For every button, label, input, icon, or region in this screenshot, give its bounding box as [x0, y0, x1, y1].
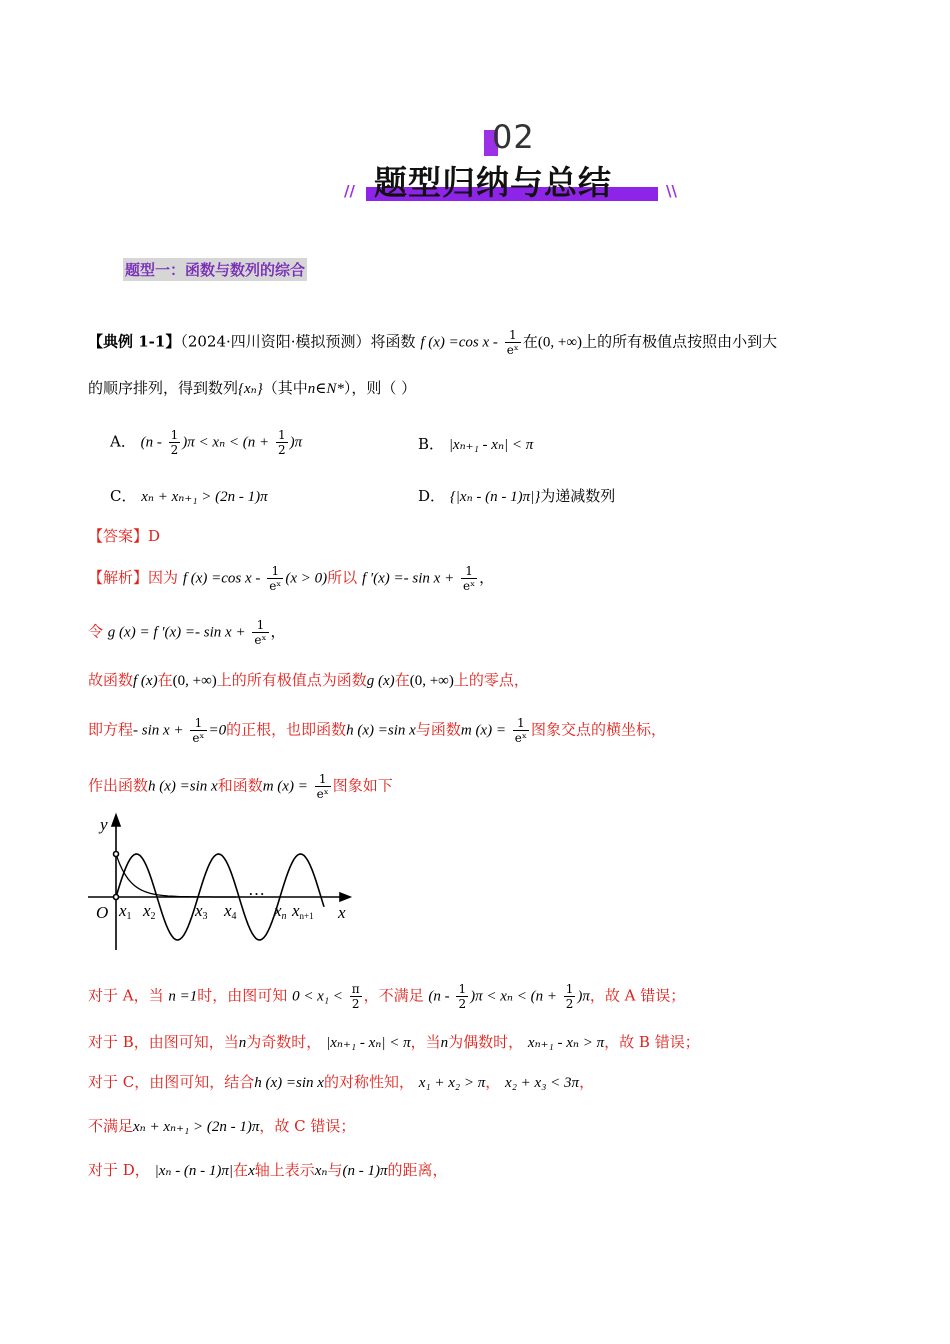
y-intercept-dot: [114, 852, 119, 857]
origin-dot: [114, 895, 119, 900]
chapter-number: [484, 118, 544, 156]
problem-label: 【典例 1-1】: [88, 332, 181, 351]
tick-label-xn: xn: [274, 901, 287, 922]
tick-label-xn1: xn+1: [292, 901, 314, 921]
option-b[interactable]: B． |xₙ₊₁ - xₙ| < π: [418, 435, 534, 453]
option-d[interactable]: D． {|xₙ - (n - 1)π|}为递减数列: [418, 487, 616, 505]
solution-line-2: 令 g (x) = f ′(x) =- sin x + $\frac{1}{\text{eˣ}}$ ，: [88, 618, 286, 647]
analysis-b: 对于 B，由图可知，当n为奇数时， |xₙ₊₁ - xₙ| < π，当n为偶数时， xₙ₊₁ - xₙ > π，故 B 错误；: [88, 1033, 700, 1051]
page-title-text: 题型归纳与总结: [374, 163, 612, 202]
y-axis-arrow: [112, 815, 120, 826]
section-title: 题型一：函数与数列的综合: [123, 258, 307, 281]
origin-label: O: [96, 903, 109, 922]
problem-line-1: 【典例 1-1】（2024·四川资阳·模拟预测）将函数 f (x) =cos x - $\frac{1}{\text{eˣ}}$ 在(0, +∞)上的所有极值点按照由小到大: [88, 328, 778, 357]
solution-line-4: 即方程- sin x + $\frac{1}{\text{eˣ}}$ =0的正根，也即函数h (x) =sin x与函数m (x) = $\frac{1}{\text{eˣ}}$ 图象交点的横坐标，: [88, 716, 666, 745]
ellipsis-label: …: [248, 880, 265, 899]
tick-label-x2: x2: [143, 901, 156, 922]
y-axis-label: y: [100, 815, 108, 834]
answer-value: D: [148, 527, 161, 545]
analysis-c-2: 不满足xₙ + xₙ₊₁ > (2n - 1)π，故 C 错误；: [88, 1117, 356, 1135]
fraction: $\frac{1}{\text{eˣ}}$: [506, 328, 519, 357]
exp-curve: [116, 854, 236, 897]
right-decoration: \\: [666, 182, 677, 200]
solution-label: 【解析】: [88, 568, 149, 587]
page-title: [362, 155, 662, 203]
answer: 【答案】D: [88, 527, 161, 545]
problem-line-2: 的顺序排列，得到数列{xₙ}（其中n∈N*），则（ ）: [88, 379, 417, 397]
function-graph: [88, 812, 358, 952]
x-axis-arrow: [340, 893, 350, 901]
chapter-number-text: 02: [492, 118, 535, 156]
option-a[interactable]: A． (n - $\frac{1}{2}$ )π < xₙ < (n + $\frac{1}{2}$ )π: [110, 428, 303, 457]
analysis-c: 对于 C，由图可知，结合h (x) =sin x的对称性知， x₁ + x₂ > π， x₂ + x₃ < 3π，: [88, 1073, 595, 1091]
solution-line-5: 作出函数h (x) =sin x和函数m (x) = $\frac{1}{\text{eˣ}}$ 图象如下: [88, 772, 393, 801]
solution-line-3: 故函数f (x)在(0, +∞)上的所有极值点为函数g (x)在(0, +∞)上的零点，: [88, 671, 529, 689]
option-c[interactable]: C． xₙ + xₙ₊₁ > (2n - 1)π: [110, 487, 268, 505]
left-decoration: //: [344, 182, 355, 200]
analysis-d: 对于 D， |xₙ - (n - 1)π|在x轴上表示xₙ与(n - 1)π的距离，: [88, 1161, 448, 1179]
solution-line-1: 【解析】因为 f (x) =cos x - $\frac{1}{\text{eˣ}}$ (x > 0)所以 f ′(x) =- sin x + $\frac{1}{\text{eˣ}}$ ，: [88, 564, 495, 593]
x-axis-label: x: [338, 903, 346, 922]
analysis-a: 对于 A，当 n =1时，由图可知 0 < x₁ < $\frac{\pi}{2}$ ，不满足 (n - $\frac{1}{2}$ )π < xₙ < (n + $\frac{1}{2}$ )π，故 A 错误；: [88, 982, 686, 1011]
tick-label-x3: x3: [195, 901, 208, 922]
tick-label-x4: x4: [224, 901, 237, 922]
tick-label-x1: x1: [119, 901, 132, 922]
